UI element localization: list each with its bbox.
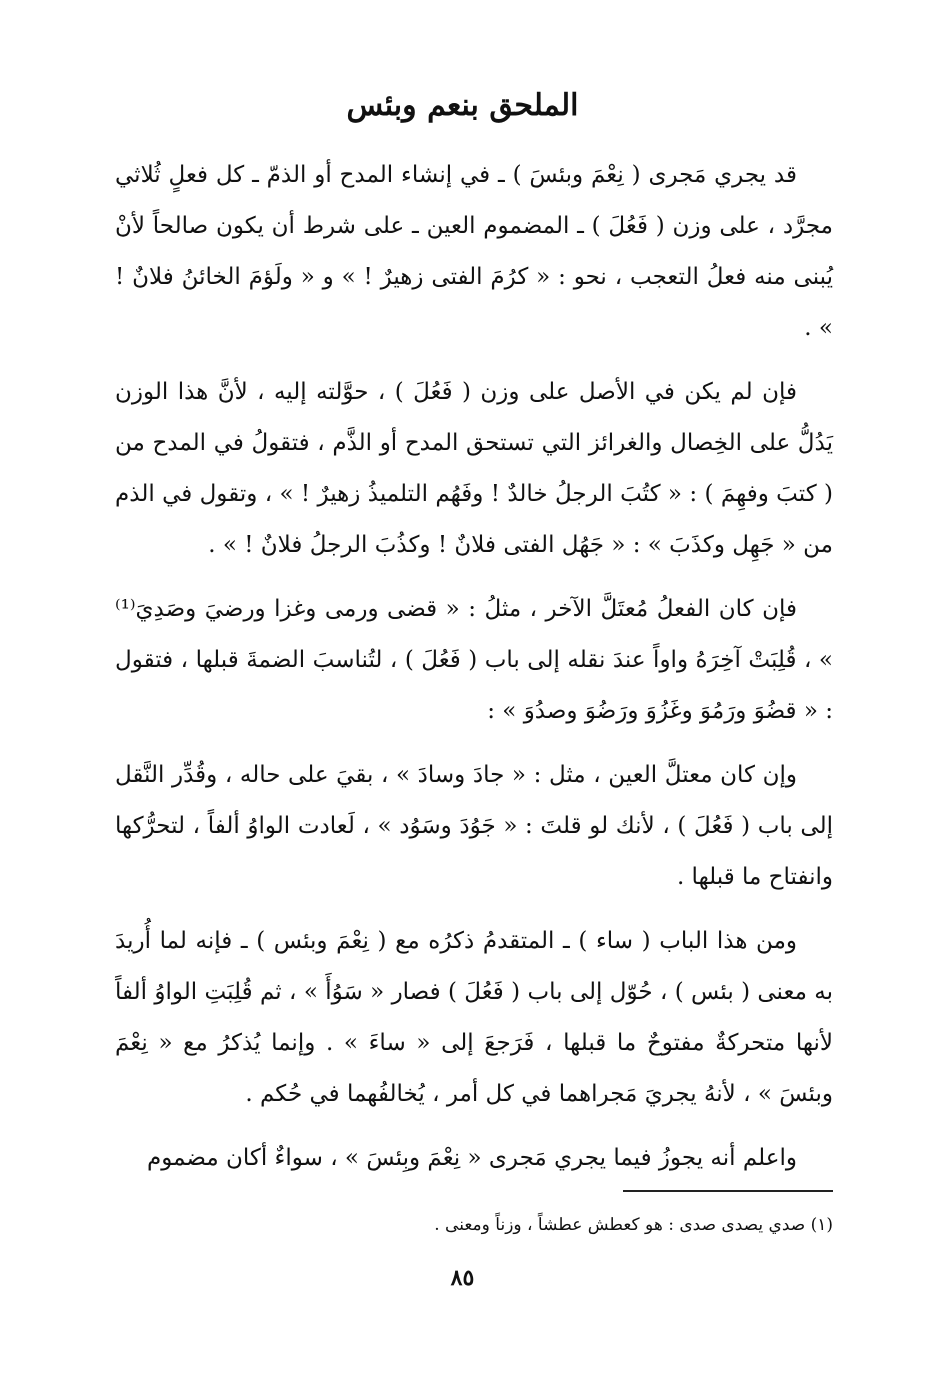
footnote-divider — [623, 1190, 833, 1192]
footnote: (١) صدي يصدى صدى : هو كعطش عطشاً ، وزناً ومعنى . — [434, 1215, 833, 1235]
page-number: ٨٥ — [450, 1265, 475, 1291]
paragraph-4: وإن كان معتلَّ العين ، مثل : « جادَ وسادَ » ، بقيَ على حاله ، وقُدِّر النَّقل إلى باب ( فَعُلَ ) ، لأنك لو قلتَ : « جَوُدَ وسَوُد » ، لَعادت الواوُ ألفاً ، لتحرُّكها وانفتاح ما قبلها . — [115, 762, 833, 890]
paragraph-2: فإن لم يكن في الأصل على وزن ( فَعُلَ ) ، حوَّلته إليه ، لأنَّ هذا الوزن يَدُلُّ على الخِصال والغرائز التي تستحق المدح أو الذَّم ، فتقولُ في المدح من ( كتبَ وفهِمَ ) : « كتُبَ الرجلُ خالدٌ ! وفَهُم التلميذُ زهيرٌ ! » ، وتقول في الذم من « جَهِل وكذَبَ » : « جَهُل الفتى فلانٌ ! وكذُبَ الرجلُ فلانٌ ! » . — [115, 379, 833, 558]
main-text — [115, 150, 833, 1184]
paragraph-6: واعلم أنه يجوزُ فيما يجري مَجرى « نِعْمَ وبِئسَ » ، سواءٌ أكان مضموم — [146, 1145, 797, 1171]
page-title: الملحق بنعم وبئس — [346, 88, 579, 123]
paragraph-5: ومن هذا الباب ( ساء ) ـ المتقدمُ ذكرُه مع ( نِعْمَ وبئس ) ـ فإنه لما أُريدَ به معنى ( بئس ) ، حُوّل إلى باب ( فَعُلَ ) فصار « سَوُأَ » ، ثم قُلِبَتِ الواوُ ألفاً لأنها متحركةٌ مفتوحٌ ما قبلها ، فَرَجعَ إلى « ساءَ » . وإنما يُذكرُ مع « نِعْمَ وبئسَ » ، لأنهُ يجريَ مَجراهما في كل أمر ، يُخالفُهما في حُكم . — [115, 928, 833, 1107]
paragraph-1: قد يجري مَجرى ( نِعْمَ وبئسَ ) ـ في إنشاء المدح أو الذمّ ـ كل فعلٍ ثُلاثي مجرَّد ، على وزن ( فَعُلَ ) ـ المضموم العين ـ على شرط أن يكون صالحاً لأنْ يُبنى منه فعلُ التعجب ، نحو : « كرُمَ الفتى زهيرٌ ! » و « ولَؤمَ الخائنُ فلانٌ ! » . — [115, 162, 833, 341]
paragraph-3: فإن كان الفعلُ مُعتَلَّ الآخر ، مثلُ : « قضى ورمى وغزا ورضيَ وصَدِيَ⁽¹⁾ » ، قُلِبَتْ آخِرَهُ واواً عندَ نقله إلى باب ( فَعُلَ ) ، لتُناسبَ الضمةَ قبلها ، فتقول : « قضُوَ ورَمُوَ وغَزُوَ ورَضُوَ وصدُوَ » : — [115, 596, 833, 724]
